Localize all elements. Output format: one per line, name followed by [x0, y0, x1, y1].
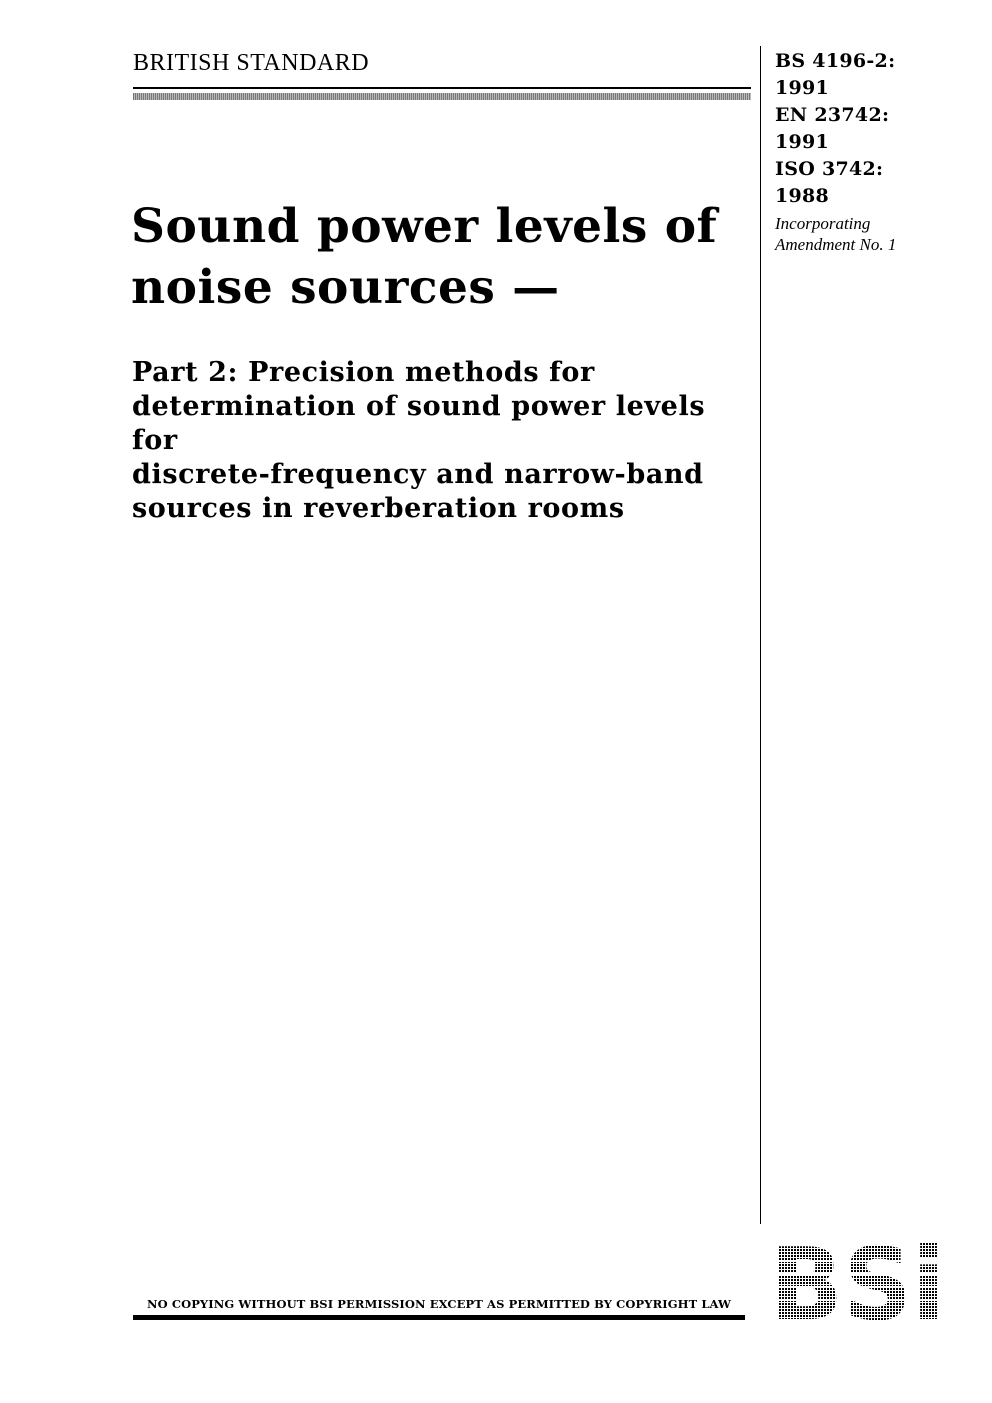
margin-divider: [760, 46, 761, 1224]
header-label: BRITISH STANDARD: [133, 50, 370, 76]
bsi-logo-icon: [770, 1243, 945, 1323]
standard-ref-en: EN 23742:: [775, 104, 890, 126]
standard-ref-en-year: 1991: [775, 131, 830, 153]
standard-ref-iso: ISO 3742:: [775, 158, 884, 180]
standard-ref-iso-year: 1988: [775, 185, 830, 207]
footer-rule: [133, 1315, 745, 1320]
header-rule-shaded: [133, 93, 751, 100]
standard-ref-bs: BS 4196-2:: [775, 50, 896, 72]
standard-ref-bs-year: 1991: [775, 77, 830, 99]
subtitle-line-1: Part 2: Precision methods for: [132, 357, 595, 388]
copyright-notice: NO COPYING WITHOUT BSI PERMISSION EXCEPT AS PERMITTED BY COPYRIGHT LAW: [146, 1297, 732, 1311]
standard-references: [775, 48, 975, 255]
subtitle-line-4: sources in reverberation rooms: [132, 493, 625, 524]
title-line-2: noise sources —: [131, 260, 560, 315]
document-title: [131, 196, 751, 318]
amendment-line-2: Amendment No. 1: [775, 235, 897, 254]
header-rule-thin: [133, 87, 751, 89]
title-line-1: Sound power levels of: [131, 199, 718, 254]
subtitle-line-3: discrete-frequency and narrow-band: [132, 459, 704, 490]
subtitle-line-2: determination of sound power levels for: [132, 391, 706, 456]
document-subtitle: [132, 356, 757, 526]
amendment-line-1: Incorporating: [775, 214, 871, 233]
amendment-note: [775, 213, 975, 255]
